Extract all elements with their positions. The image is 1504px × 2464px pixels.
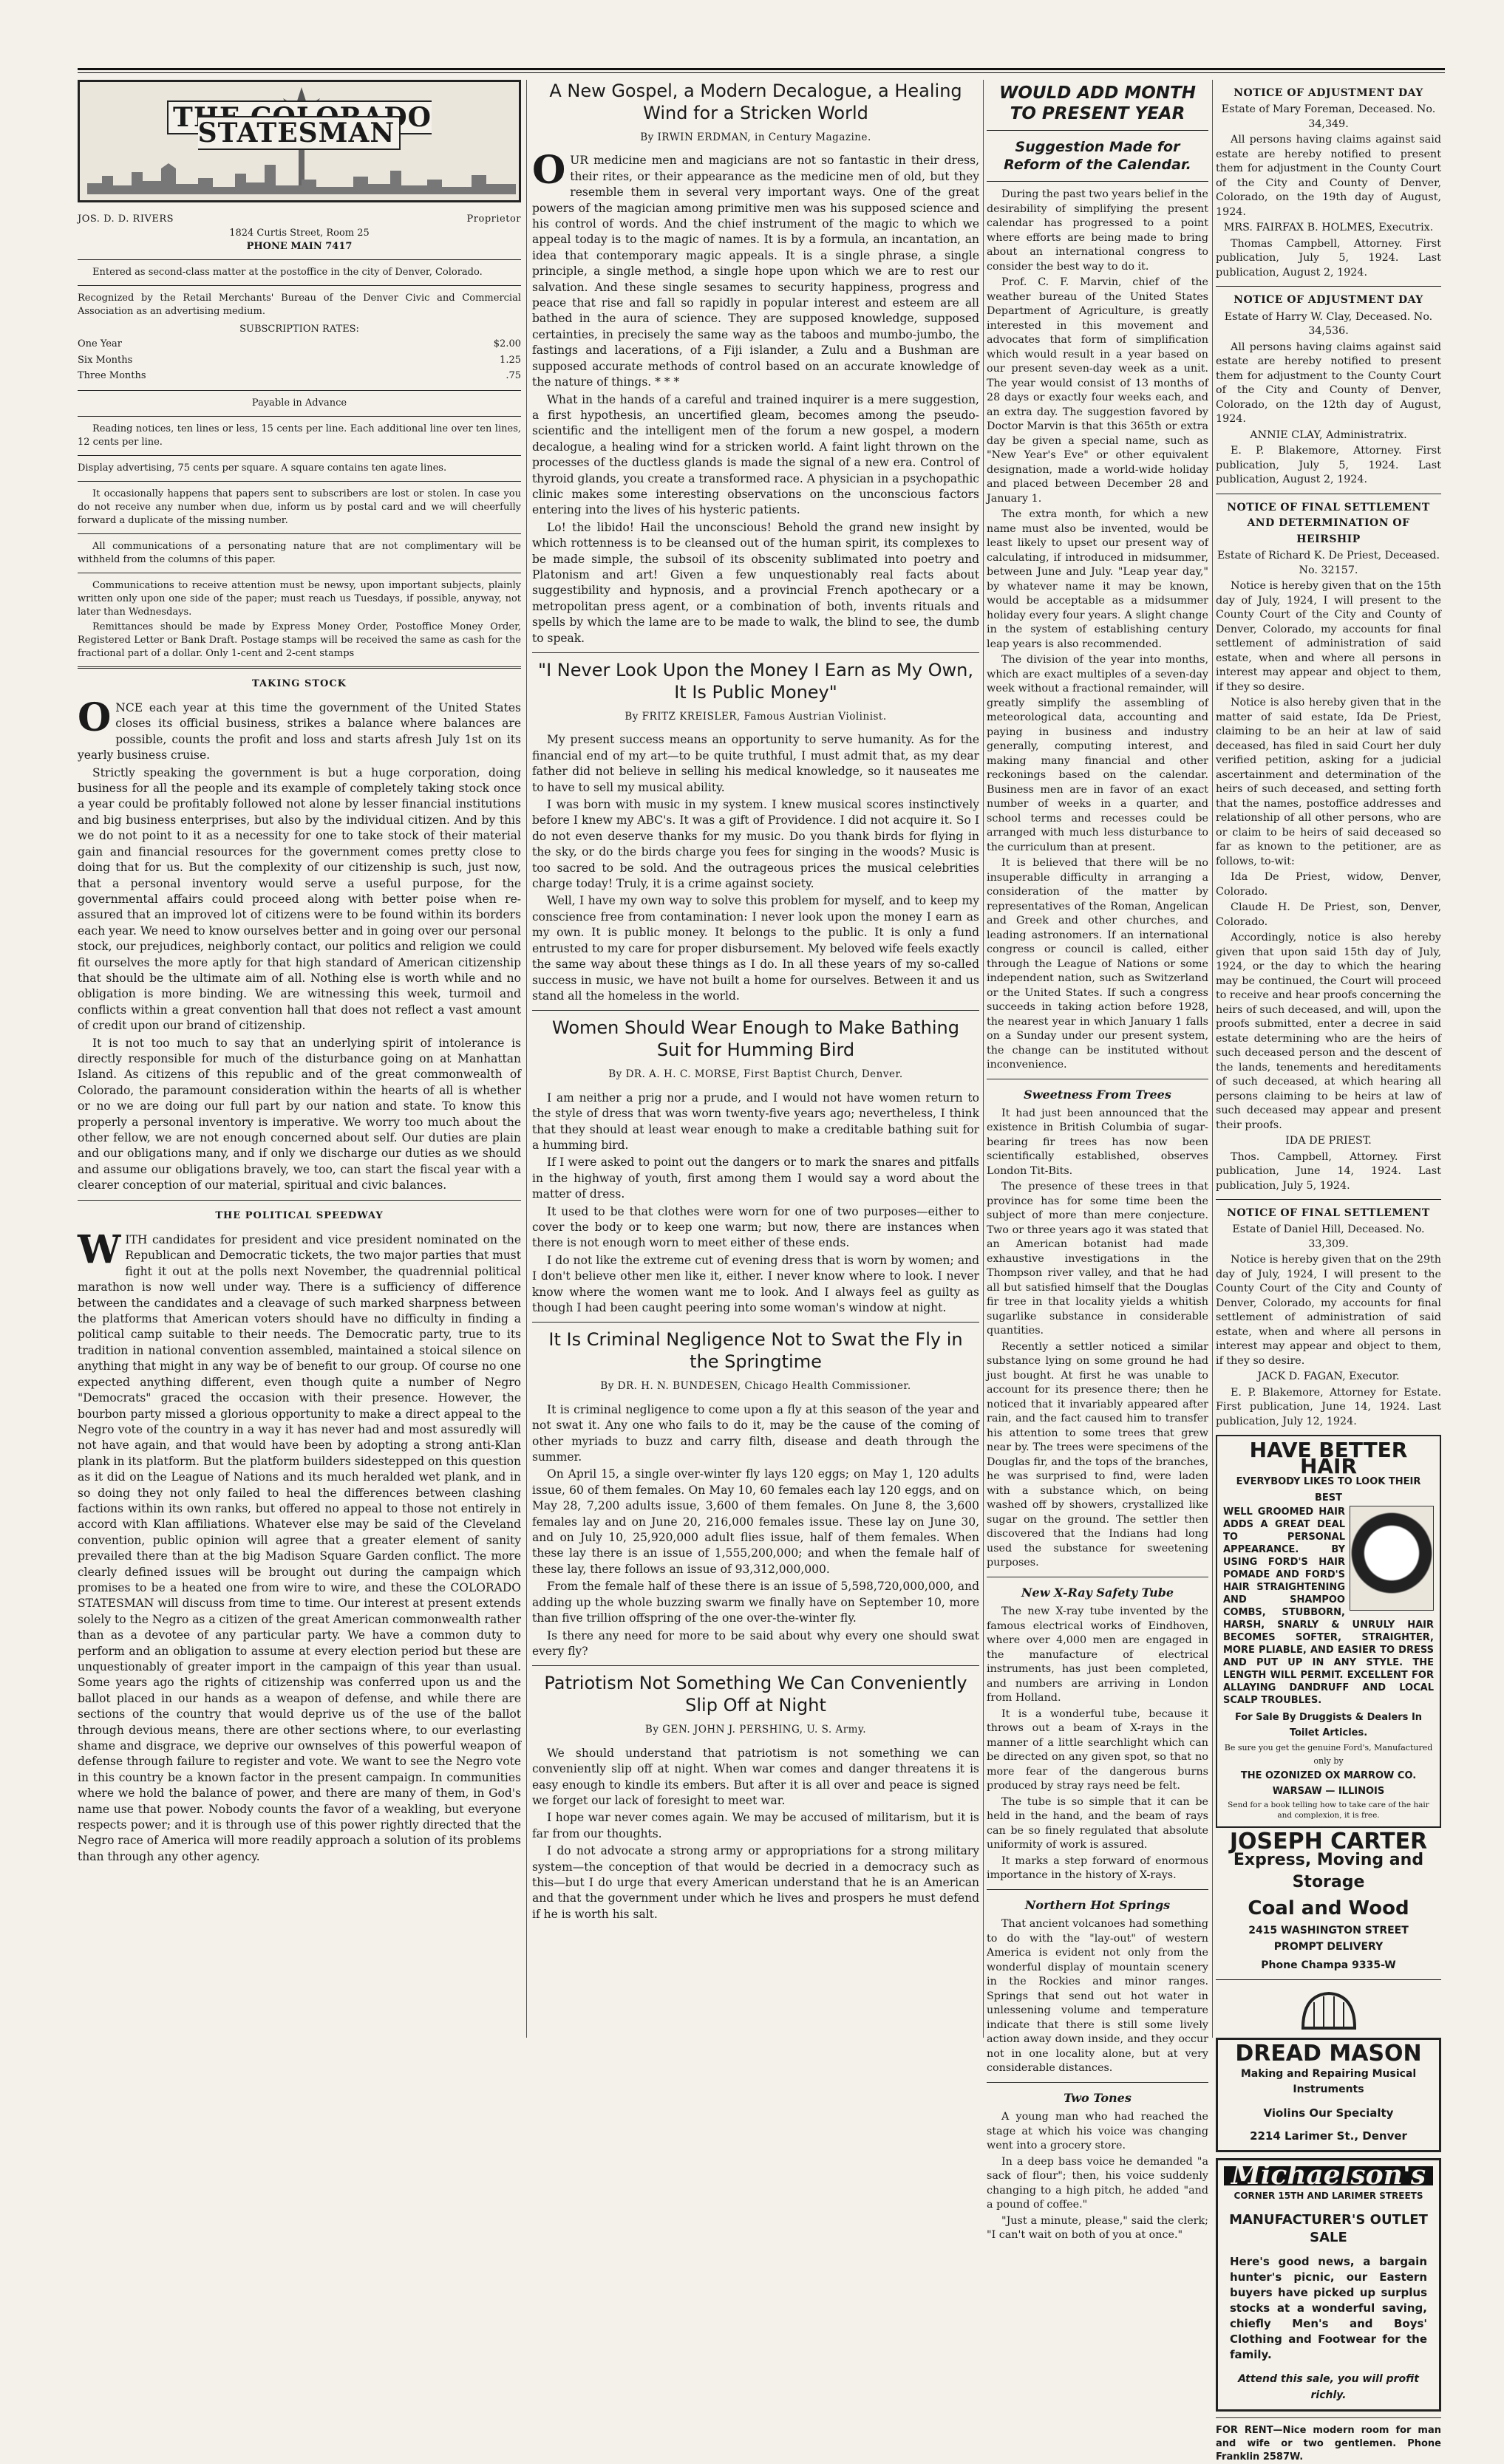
short-para: A young man who had reached the stage at which his voice was changing went into a grocery store. [987,2111,1208,2152]
short-para: It marks a step forward of enormous importance in the history of X-rays. [987,1854,1208,1882]
rate-label: Six Months [78,354,133,366]
short-headline: Northern Hot Springs [1024,1897,1171,1912]
article-para: From the female half of these there is an issue of 5,598,720,000,000, and adding up the whole buzzing swarm we finally have on September 10, more than five trillion offspring of the one over-the-winter fly. [532,1580,979,1625]
legal-notice-sign: IDA DE PRIEST. [1285,1135,1372,1147]
article-text: UR medicine men and magicians are not so fantastic in their dress, their rites, or their appearance as the medicine men of old, but they resemble them in several very important ways. One of the great powers of the magician among primitive men was his supposed science and his control of words. And the chief instrument of the magic to which we appeal today is to the magic of names. It is by a formula, an incantation, an idea that contemporary magic appeals. It is a single phrase, a single principle, a single method, a single hope upon which we are to rest our salvation. And these single sesames to security happiness, progress and peace that rise and fall so rapidly in popular interest and esteem are all bathed in the aura of science. They are supposed knowledge, supposed certainties, in precisely the same way as the taboos and mumbo-jumbo, the fastings and lacerations, of a Fiji islander, a Zulu and a Bushman are supposed accurate methods of control based on an accurate knowledge of the nature of things. * * * [532,154,979,389]
legal-notice-para: Notice is also hereby given that in the matter of said estate, Ida De Priest, claiming to be an heir at law of said deceased, has filed in said Court her duly verified petition, asking for a judicial ascertainment and determination of the heirs of such deceased, and setting forth that the names, postoffice addresses and relationship of all other persons, who are or claim to be heirs of said deceased so far as known to the petitioner, are as follows, to-wit: [1216,697,1441,867]
lost-papers-notice: It occasionally happens that papers sent to subscribers are lost or stolen. In case you do not receive any number when due, inform us by postal card and we will cheerfully forward a duplicate of the missing number. [78,488,521,526]
article-headline: Women Should Wear Enough to Make Bathing Suit for Humming Bird [552,1017,959,1061]
short-headline: New X-Ray Safety Tube [1021,1585,1174,1600]
ad-address: 2214 Larimer St., Denver [1250,2129,1407,2143]
short-para: The presence of these trees in that province has for some time been the subject of more than mere conjecture. Two or three years ago it was stated that an American botanist had made exhaustive investigations in the Thompson river valley, and that he had all but satisfied himself that the Douglas fir tree in that locality yields a whitish sugarlike substance in considerable quantities. [987,1181,1208,1337]
article-para: I was born with music in my system. I knew musical scores instinctively before I knew my ABC's. It was a gift of Providence. I did not acquire it. So I do not even deserve thanks for my music. Do you thank birds for flying in the sky, or do the birds charge you fees for singing in the woods? Music is too sacred to be sold. And the outrageous prices the musical celebrities charge today! Truly, it is a crime against society. [532,798,979,891]
feature-subhead: Suggestion Made for Reform of the Calendar. [1004,139,1191,173]
ad-booklet: Send for a book telling how to take care of the hair and complexion, it is free. [1228,1800,1429,1820]
drop-cap: O [532,148,566,194]
article-para: On April 15, a single over-winter fly lays 120 eggs; on May 1, 120 adults issue, 60 of them females. On May 10, 60 females each lay 120 eggs, and on May 28, 7,200 adults issue, 3,600 of them females. On June 8, the 3,600 females lay and on June 20, 216,000 females issue. These lay on June 30, and on July 10, 25,920,000 adult flies issue, half of them females. When these lay there is an issue of 1,555,200,000; and when the female half of these lay, there follows an issue of 93,312,000,000. [532,1467,979,1576]
article-para: I am neither a prig nor a prude, and I would not have women return to the style of dress that was worn twenty-five years ago; nevertheless, I think that they should at least wear enough to make a creditable bathing suit for a humming bird. [532,1091,979,1152]
ad-name: JOSEPH CARTER [1229,1828,1428,1854]
recognized-notice: Recognized by the Retail Merchants' Bureau of the Denver Civic and Commercial Association as an advertising medium. [78,293,521,318]
legal-notice-sign: ANNIE CLAY, Administratrix. [1250,429,1407,441]
divider-double [78,666,521,669]
ad-name: Michaelson's [1224,2166,1433,2185]
communications-notice: Communications to receive attention must be newsy, upon important subjects, plainly written only upon one side of the paper; must reach us Tuesdays, if possible, anyway, not later than Wednesdays. [78,579,521,618]
personating-notice: All communications of a personating nature that are not complimentary will be withheld from the columns of this paper. [78,540,521,565]
article-headline: It Is Criminal Negligence Not to Swat the Fly in the Springtime [548,1329,963,1373]
ad-name: DREAD MASON [1235,2041,1422,2067]
ad-michaelsons [1216,2158,1441,2412]
rate-label: Three Months [78,370,146,382]
divider [532,1665,979,1666]
column-rule [526,80,527,2038]
rate-row [78,352,521,368]
masthead [78,80,521,202]
legal-notice-sign: JACK D. FAGAN, Executor. [1257,1371,1400,1383]
divider [987,130,1208,131]
ad-sale: MANUFACTURER'S OUTLET SALE [1229,2212,1428,2246]
taking-stock-para: It is not too much to say that an underlying spirit of intolerance is directly responsible for much of the disturbance going on at Manhattan Island. As citizens of this republic and of the great commonwealth of Colorado, the paramount consideration within the hearts of all is whether or no we are doing our full part by our nation and state. To know this properly a personal inventory is imperative. We worry too much about the other fellow, we are not enough concerned about self. Our duties are plain and our obligations many, and if only we discharge our duties as we should and assume our obligations bravely, we too, can start the fiscal year with a clearer conception of our material, spiritual and civic balances. [78,1036,521,1192]
city-skyline-icon [87,157,516,194]
feature-para: The division of the year into months, which are exact multiples of a seven-day week without a fractional remainder, will greatly simplify the assembling of meteorological data, accounting and paying in business and industry generally, computing interest, and making many financial and other reckonings based on the calendar. Business men are in favor of an exact number of weeks in a quarter, and school terms and recesses could be arranged with much less disturbance to the curriculum than at present. [987,654,1208,853]
article-para: Well, I have my own way to solve this problem for myself, and to keep my conscience free from contamination: I never look upon the money I earn as my own. It is public money. It belongs to the public. It is only a fund entrusted to my care for proper disbursement. My beloved wife feels exactly the same way about these things as I do. In all these years of my so-called success in music, we have not built a home for ourselves. Between it and us stand all the homeless in the world. [532,894,979,1003]
divider [987,2082,1208,2083]
divider [532,652,979,653]
legal-notice-para: Notice is hereby given that on the 29th day of July, 1924, I will present to the County Court of the City and County of Denver, Colorado, my accounts for final settlement of administration of said estate, when and where all persons in interest may appear and object to them, if they so desire. [1216,1254,1441,1367]
for-rent-notice: FOR RENT—Nice modern room for man and wife or two gentlemen. Phone Franklin 2587W. [1216,2424,1441,2463]
ad-phone: Phone Champa 9335-W [1261,1959,1396,1971]
payable-notice: Payable in Advance [251,397,347,409]
column-editorial [78,80,521,2045]
speedway-para [78,1227,521,1865]
article-para: It used to be that clothes were worn for one of two purposes—either to cover the body or to keep one warm; but now, there are instances when there is not enough worn to meet either of these ends. [532,1204,979,1250]
article-para: It is criminal negligence to come upon a fly at this season of the year and not swat it. Any one who fails to do it, may be the cause of the coming of other myriads to buzz and carry filth, disease and death through the summer. [532,1402,979,1464]
publisher-name: JOS. D. D. RIVERS [78,214,174,225]
ad-attend: Attend this sale, you will profit richly. [1238,2373,1419,2401]
legal-notice-para: Accordingly, notice is also hereby given that upon said 15th day of July, 1924, or the day to which the hearing may be continued, the Court will proceed to receive and hear proofs concerning the heirs of such deceased, and will, upon the proofs submitted, enter a decree in said estate determining who are the heirs of such deceased person and the descent of the lands, tenements and hereditaments of such deceased, at which hearing all persons claiming to be heirs at law of such deceased may appear and present their proofs. [1216,932,1441,1131]
legal-notice-para: E. P. Blakemore, Attorney for Estate. First publication, June 14, 1924. Last publication, July 12, 1924. [1216,1386,1441,1427]
legal-notice-sign: MRS. FAIRFAX B. HOLMES, Executrix. [1223,222,1434,234]
masthead-title: THE COLORADO STATESMAN [167,100,432,150]
legal-notice-estate: Estate of Mary Foreman, Deceased. No. 34,349. [1221,103,1436,130]
legal-notice-para: Claude H. De Priest, son, Denver, Colorado. [1216,901,1441,928]
column-articles [532,80,979,2045]
article-headline: A New Gospel, a Modern Decalogue, a Healing Wind for a Stricken World [549,81,962,123]
article-byline: By DR. H. N. BUNDESEN, Chicago Health Commissioner. [600,1380,911,1393]
article-para: What in the hands of a careful and trained inquirer is a mere suggestion, a first hypothesis, an uncertified gleam, becomes among the pseudo-scientific and the intelligent men of the forum a new gospel, a modern decalogue, a healing wind for a stricken world. A faint light thrown on the processes of the ductless glands is made the signal of a new era. Control of thyroid glands, you create a transformed race. A physician in a psychopathic clinic makes some interesting observations on the unconscious factors entering into the lives of his hysteric patients. [532,392,979,517]
column-legal-ads [1216,80,1441,2463]
publisher-phone: PHONE MAIN 7417 [246,241,353,253]
legal-notice-para: All persons having claims against said estate are hereby notified to present them for adjustment in the County Court of the City and County of Denver, Colorado, on the 19th day of August, 1924. [1216,134,1441,218]
legal-notice-para: Ida De Priest, widow, Denver, Colorado. [1216,871,1441,898]
ad-sale: For Sale By Druggists & Dealers In Toilet Articles. [1234,1712,1423,1739]
ad-body: WELL GROOMED HAIR ADDS A GREAT DEAL TO PERSONAL APPEARANCE. BY USING FORD'S HAIR POMADE AND FORD'S HAIR STRAIGHTENING AND SHAMPOO COMBS, STUBBORN, HARSH, SNARLY & UNRULY HAIR BECOMES SOFTER, STRAIGHTER, MORE PLIABLE, AND EASIER TO DRESS AND PUT UP IN ANY STYLE. THE LENGTH WILL PERMIT. EXCELLENT FOR ALLAYING DANDRUFF AND LOCAL SCALP TROUBLES. [1223,1506,1434,1707]
divider [532,1010,979,1011]
legal-notice-estate: Estate of Daniel Hill, Deceased. No. 33,309. [1232,1224,1425,1250]
rate-label: One Year [78,338,122,350]
article-para: I do not like the extreme cut of evening dress that is worn by women; and I don't believe other men like it, either. I never know where to look. I never know where the women want me to look. And I always feel as guilty as though I had been caught peering into some woman's window at night. [532,1253,979,1314]
divider [78,455,521,456]
article-byline: By FRITZ KREISLER, Famous Austrian Violinist. [625,711,887,723]
legal-notice-estate: Estate of Richard K. De Priest, Deceased. No. 32157. [1217,550,1440,576]
publisher-address: 1824 Curtis Street, Room 25 [229,228,370,239]
short-para: It had just been announced that the existence in British Columbia of sugar-bearing fir trees has now been scientifically established, observes London Tit-Bits. [987,1107,1208,1177]
short-para: It is a wonderful tube, because it throws out a beam of X-rays in the manner of a little searchlight which can be directed on any given spot, so that no more fear of the dangerous burns produced by stray rays need be felt. [987,1707,1208,1792]
ad-line: Making and Repairing Musical Instruments [1240,2067,1417,2096]
publisher-line [78,211,521,227]
column-features [987,80,1208,2242]
article-para: I do not advocate a strong army or appropriations for a strong military system—the conception of that would be decried in a democracy such as this—but I do urge that every American understand that he is an American and that the government under which he lives and prospers he must defend if he is worth his salt. [532,1844,979,1921]
ad-prompt: PROMPT DELIVERY [1273,1940,1384,1953]
short-para: The tube is so simple that it can be held in the hand, and the beam of rays can be so finely regulated that absolute uniformity of work is assured. [987,1795,1208,1852]
column-rule [1212,80,1213,2038]
remittances-notice: Remittances should be made by Express Money Order, Postoffice Money Order, Registered Letter or Bank Draft. Postage stamps will be received the same as cash for the fractional part of a dollar. Only 1-cent and 2-cent stamps [78,621,521,659]
feature-para: The extra month, for which a new name must also be invented, would be least likely to upset our present way of calculating, if introduced in midsummer, between June and July. "Leap year day," by whatever name it may be known, would be acceptable as a midsummer holiday every four years. A slight change in the system of establishing century leap years is also recommended. [987,508,1208,650]
rate-price: .75 [506,370,521,382]
reading-notices: Reading notices, ten lines or less, 15 cents per line. Each additional line over ten lines, 12 cents per line. [78,423,521,448]
taking-stock-para [78,695,521,764]
ad-joseph-carter [1216,1828,1441,1974]
short-headline: Sweetness From Trees [1024,1087,1171,1102]
masthead-title-wrap [80,102,519,149]
display-rates: Display advertising, 75 cents per square. A square contains ten agate lines. [78,462,447,474]
drop-cap: O [78,695,112,741]
short-para: Recently a settler noticed a similar substance lying on some ground he had just bought. At first he was unable to account for its presence there; then he noticed that it invariably appeared after rain, and the fact caused him to transfer his attention to some trees that grew near by. The trees were specimens of the Douglas fir, and the tops of the branches, he was surprised to find, were laden with a substance which, on being washed off by showers, crystallized like sugar on the ground. The settler then discovered that the Indians had long used the substance for sweetening purposes. [987,1340,1208,1569]
divider [1216,2417,1441,2418]
rates-title: SUBSCRIPTION RATES: [239,324,359,335]
ad-sure: Be sure you get the genuine Ford's, Manufactured only by [1224,1742,1433,1766]
ad-maker: THE OZONIZED OX MARROW CO. WARSAW — ILLINOIS [1240,1769,1417,1798]
feature-para: It is believed that there will be no insuperable difficulty in arranging a consideration of the matter by representatives of the Roman, Angelican and Greek and other churches, and leading astronomers. If an international congress or council is called, either through the League of Nations or some independent nation, such as Switzerland or the United States. If such a congress succeeds in taking action before 1928, the nearest year in which January 1 falls on a Sunday under our present system, the change can be instituted without inconvenience. [987,857,1208,1071]
woman-portrait-icon [1350,1506,1434,1611]
short-para: In a deep bass voice he demanded "a sack of flour"; then, his voice suddenly changing to a high pitch, he added "and a pound of coffee." [987,2155,1208,2211]
ad-corner: CORNER 15TH AND LARIMER STREETS [1234,2190,1423,2201]
divider [987,1889,1208,1890]
divider [78,259,521,260]
legal-notice-heading: NOTICE OF ADJUSTMENT DAY [1234,87,1423,99]
article-para: My present success means an opportunity to serve humanity. As for the financial end of my art—to be quite truthful, I must admit that, as my dear father did not believe in selling his medical knowledge, so it nauseates me to have to sell my musical ability. [532,733,979,794]
divider [78,416,521,417]
divider [1216,286,1441,287]
legal-notice-para: Thos. Campbell, Attorney. First publication, June 14, 1924. Last publication, July 5, 1924. [1216,1150,1441,1192]
publisher-role: Proprietor [466,214,521,225]
divider [78,533,521,534]
rate-price: $2.00 [493,338,521,350]
article-para: Is there any need for more to be said about why every one should swat every fly? [532,1628,979,1658]
legal-notice-para: Thomas Campbell, Attorney. First publication, July 5, 1924. Last publication, August 2, 1924. [1216,237,1441,279]
harp-icon [1296,1987,1362,2032]
feature-headline: WOULD ADD MONTH TO PRESENT YEAR [999,83,1196,123]
rate-row [78,336,521,352]
ad-line: Express, Moving and Storage [1233,1851,1424,1892]
top-rule [78,68,1445,70]
legal-notice-heading: NOTICE OF FINAL SETTLEMENT AND DETERMINATION OF HEIRSHIP [1227,501,1430,545]
short-para: That ancient volcanoes had something to do with the "lay-out" of western America is evident not only from the wonderful display of mountain scenery in the Rockies and minor ranges. Springs that send out hot water in unlessening volume and temperature indicate that there is still some lively action away down inside, and they occur not in one locality alone, but at very considerable distances. [987,1918,1208,2075]
divider [78,285,521,286]
entered-notice: Entered as second-class matter at the postoffice in the city of Denver, Colorado. [92,267,483,279]
top-rule-thin [78,72,1445,73]
ad-line: Violins Our Specialty [1263,2106,1394,2120]
article-headline: Patriotism Not Something We Can Conveniently Slip Off at Night [544,1673,967,1716]
legal-notice-heading: NOTICE OF FINAL SETTLEMENT [1227,1207,1430,1220]
legal-notice-para: E. P. Blakemore, Attorney. First publication, July 5, 1924. Last publication, August 2, 1924. [1216,445,1441,486]
ad-body: Here's good news, a bargain hunter's picnic, our Eastern buyers have picked up surplus stocks at a wonderful saving, chiefly Men's and Boys' Clothing and Footwear for the family. [1230,2255,1427,2362]
column-rule [983,80,984,2038]
ad-line: Coal and Wood [1248,1897,1409,1920]
divider [78,390,521,391]
divider [78,1200,521,1201]
short-headline: Two Tones [1064,2090,1132,2105]
legal-notice-heading: NOTICE OF ADJUSTMENT DAY [1234,294,1423,307]
ad-subhead: EVERYBODY LIKES TO LOOK THEIR BEST [1236,1476,1421,1504]
article-headline: "I Never Look Upon the Money I Earn as My Own, It Is Public Money" [538,660,973,703]
article-para: We should understand that patriotism is not something we can conveniently slip off at night. When war comes and danger threatens it is easy enough to kindle its embers. But after it is all over and peace is signed we forget our lack of foresight to meet war. [532,1746,979,1807]
feature-para: Prof. C. F. Marvin, chief of the weather bureau of the United States Department of Agriculture, is greatly interested in this movement and advocates that form of simplification which would result in a year based on our present seven-day week as a unit. The year would consist of 13 months of 28 days or exactly four weeks each, and an extra day. The suggestion favored by Doctor Marvin is that this 365th or extra day be given a special name, such as "New Year's Eve" or other equivalent designation, made a world-wide holiday and placed between December 28 and January 1. [987,276,1208,505]
article-para: I hope war never comes again. We may be accused of militarism, but it is far from our thoughts. [532,1811,979,1840]
article-para: Lo! the libido! Hail the unconscious! Behold the grand new insight by which rottenness is to be cleansed out of the human spirit, its complexes to be made simple, the subsoil of its obscenity sublimated into poetry and Platonism and art! Given a few unquestionably real facts about suggestibility and hypnosis, and a provincial French apothecary or a metropolitan press agent, or a combination of both, invents rituals and spells by which the lame are to be made to walk, the blind to see, the dumb to speak. [532,520,979,645]
short-para: The new X-ray tube invented by the famous electrical works of Eindhoven, where over 4,000 men are engaged in the manufacture of electrical instruments, has just been completed, and numbers are arriving in London from Holland. [987,1605,1208,1704]
taking-stock-text: NCE each year at this time the government of the United States closes its official business, strikes a balance where balances are possible, counts the profit and loss and starts afresh July 1st on its yearly business cruise. [78,701,521,762]
article-byline: By GEN. JOHN J. PERSHING, U. S. Army. [644,1724,867,1736]
ad-headline: HAVE BETTER HAIR [1249,1438,1408,1478]
ad-dread-mason [1216,2038,1441,2152]
short-para: "Just a minute, please," said the clerk; "I can't wait on both of you at once." [987,2214,1208,2242]
divider [1216,1979,1441,1980]
article-para [532,148,979,390]
divider [987,181,1208,182]
divider [78,481,521,482]
drop-cap: W [78,1227,121,1273]
article-para: If I were asked to point out the dangers or to mark the snares and pitfalls in the highway of youth, first among them I would say a word about the matter of dress. [532,1156,979,1201]
article-byline: By IRWIN ERDMAN, in Century Magazine. [640,132,871,143]
taking-stock-para: Strictly speaking the government is but a huge corporation, doing business for all the people and its example of completely taking stock once a year could be profitably followed not alone by lesser financial institutions and big business enterprises, but also by the individual citizen. And by this we do not point to it as a necessity for one to take stock of their material gain and financial resources for the government comes pretty close to doing that for us. But the complexity of our citizenship is such, just now, that a personal inventory would serve a useful purpose, for the governmental affairs could proceed along with better poise when re-assured that an improved lot of citizens were to be found within its borders each year. We need to know ourselves better and in going over our personal stock, our prejudices, neighborly contact, our politics and religion we could fit ourselves the more aptly for that high standard of American citizenship that should be the ultimate aim of all. Nothing else is worth while and no obligation is more binding. We are witnessing this week, turmoil and conflicts within a great convention hall that does not reflect a vast amount of credit upon our brand of citizenship. [78,765,521,1033]
political-speedway-heading: THE POLITICAL SPEEDWAY [215,1209,384,1221]
ad-address: 2415 WASHINGTON STREET [1248,1925,1409,1937]
legal-notice-para: Notice is hereby given that on the 15th day of July, 1924, I will present to the County Court of the City and County of Denver, Colorado, my accounts for final settlement of administration of said estate, when and where all persons in interest may appear and object to them, if they so desire. [1216,580,1441,693]
rate-row [78,368,521,383]
legal-notice-para: All persons having claims against said estate are hereby notified to present them for adjustment to the County Court of the City and County of Denver, Colorado, on the 12th day of August, 1924. [1216,341,1441,426]
divider [532,1322,979,1323]
feature-para: During the past two years belief in the desirability of simplifying the present calendar has progressed to a point where efforts are being made to bring about an international congress to consider the best way to do it. [987,188,1208,273]
divider [1216,1199,1441,1200]
taking-stock-heading: TAKING STOCK [252,678,347,689]
article-byline: By DR. A. H. C. MORSE, First Baptist Church, Denver. [608,1068,903,1081]
legal-notice-estate: Estate of Harry W. Clay, Deceased. No. 34,536. [1224,310,1433,338]
speedway-text: ITH candidates for president and vice president nominated on the Republican and Democratic tickets, the two major parties that must fight it out at the polls next November, the quadrennial political marathon is now well under way. There is a sufficiency of difference between the candidates and a cleavage of such marked sharpness between the platforms that American voters should have no difficulty in finding a political camp suitable to their needs. The Democratic party, true to its tradition in national convention assembled, maintained a stoical silence on anything that might in any way be of benefit to our group. Of course no one expected anything different, even though quite a number of Negro "Democrats" graced the occasion with their presence. However, the bourbon party missed a glorious opportunity to make a direct appeal to the Negro vote of the country in a way it has never had and most assuredly will not have again, and that would have been by adopting a strong anti-Klan plank in its platform. But the platform builders sidestepped on this question as it did on the League of Nations and its much heralded wet plank, and in so doing they not only failed to heal the differences between clashing factions within its own ranks, but offered no appeal to those not entirely in accord with Klan affiliations. Whatever else may be said of the Cleveland convention, public opinion will agree that a greater element of sanity prevailed there than at the big Madison Square Garden conflict. The more clearly defined issues will be brought out during the campaign which promises to be a heated one from wire to wire, and these the COLORADO STATESMAN will discuss from time to time. Our interest at present extends solely to the Negro as a citizen of the great American commonwealth rather than as a devotee of any particular party. We have a common duty to perform and an obligation to assume at every election period but these are unquestionably of greater import in the campaign of this year than usual. Some years ago the rights of citizenship was conferred upon us and the ballot placed in our hands as a weapon of defense, and while there are sections of the country that would deprive us of the use of the ballot through devious means, there are other sections where, to our everlasting shame and disgrace, we deprive our ownselves of this powerful weapon of defense through failure to register and vote. We want to see the Negro vote in this country be a known factor in the present campaign. In communities where we hold the balance of power, and there are many of them, in God's name use that power. Nobody counts the favor of a weakling, but everyone respects power; and it is through use of this power rightly directed that the Negro race of America will more readily approach a solution of its problems than through any other agency. [78,1233,521,1863]
rate-price: 1.25 [500,354,521,366]
ad-better-hair [1216,1435,1441,1827]
